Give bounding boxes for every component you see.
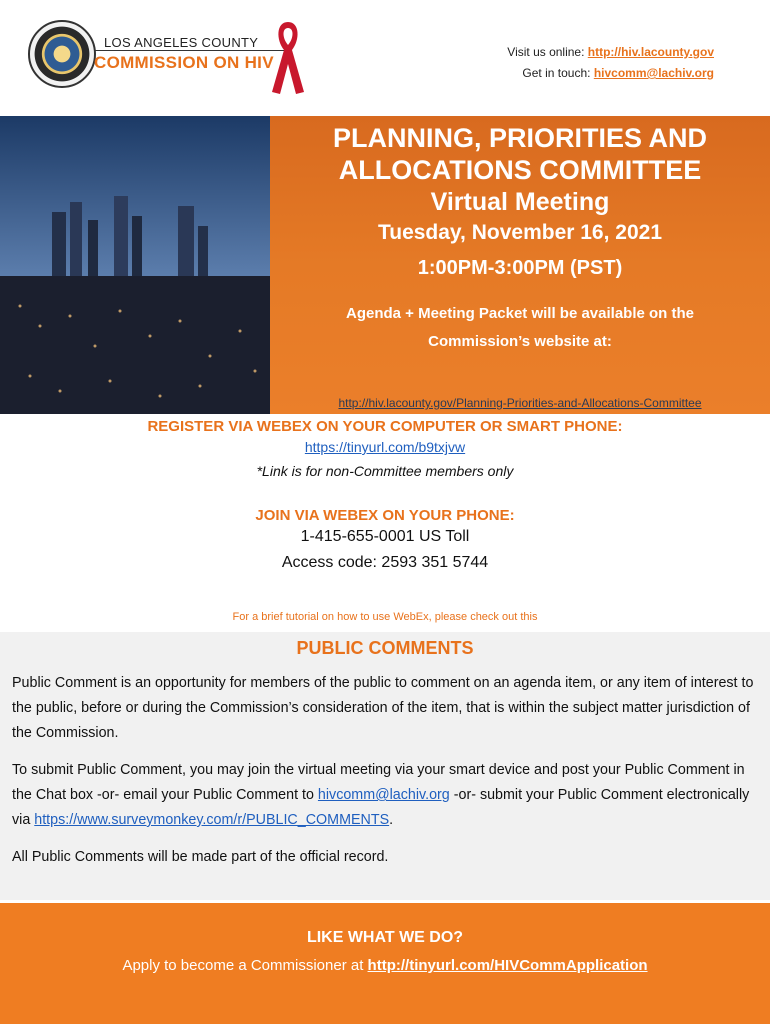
contact-block bbox=[507, 42, 714, 84]
contact-label: Get in touch: bbox=[522, 66, 591, 80]
website-link[interactable]: http://hiv.lacounty.gov bbox=[587, 45, 714, 59]
join-phone: 1-415-655-0001 US Toll bbox=[300, 528, 470, 545]
join-heading: JOIN VIA WEBEX ON YOUR PHONE: bbox=[255, 507, 515, 524]
public-comment-email-link[interactable]: hivcomm@lachiv.org bbox=[317, 787, 450, 803]
webex-registration-link[interactable]: https://tinyurl.com/b9txjvw bbox=[304, 439, 466, 455]
county-seal-icon bbox=[28, 20, 96, 88]
survey-link[interactable]: https://www.surveymonkey.com/r/PUBLIC_COMMENTS bbox=[34, 812, 390, 828]
logo-subtitle: COMMISSION ON HIV bbox=[94, 53, 274, 72]
meeting-time: 1:00PM-3:00PM (PST) bbox=[417, 257, 623, 279]
public-comments-para1: Public Comment is an opportunity for members of the public to comment on an agenda item, or any item of interest to the public, before or during the Commission’s consideration of the item, that is within the subject matter jurisdiction of the Commission. bbox=[12, 675, 754, 741]
city-skyline-image bbox=[0, 116, 280, 414]
footer-heading: LIKE WHAT WE DO? bbox=[306, 929, 464, 946]
committee-title-line2: ALLOCATIONS COMMITTEE bbox=[338, 155, 702, 185]
register-section bbox=[0, 418, 770, 576]
virtual-meeting-label: Virtual Meeting bbox=[430, 188, 610, 216]
register-note: *Link is for non-Committee members only bbox=[256, 463, 514, 479]
para2-text-a: To submit Public Comment, you may join the virtual meeting via your smart device and post your Public Comment in the Chat box -or- email your Public Comment to bbox=[12, 762, 745, 803]
logo-divider bbox=[94, 50, 284, 51]
committee-title-line1: PLANNING, PRIORITIES AND bbox=[332, 123, 708, 153]
hero-banner bbox=[0, 116, 770, 414]
agenda-notice bbox=[270, 300, 770, 356]
footer-banner bbox=[0, 903, 770, 1024]
meeting-date: Tuesday, November 16, 2021 bbox=[377, 221, 663, 244]
meeting-info-panel bbox=[270, 116, 770, 414]
footer-apply bbox=[0, 957, 770, 974]
public-comments-section bbox=[0, 632, 770, 900]
header bbox=[0, 0, 770, 116]
agenda-line2: Commission’s website at: bbox=[428, 333, 612, 350]
agenda-line1: Agenda + Meeting Packet will be available on the bbox=[345, 305, 695, 322]
join-access-code: Access code: 2593 351 5744 bbox=[281, 554, 489, 571]
email-link[interactable]: hivcomm@lachiv.org bbox=[593, 66, 714, 80]
public-comments-heading: PUBLIC COMMENTS bbox=[296, 638, 474, 658]
visit-label: Visit us online: bbox=[507, 45, 585, 59]
awareness-ribbon-icon bbox=[268, 18, 308, 98]
para2-text-c: . bbox=[389, 812, 394, 828]
public-comments-para2 bbox=[12, 758, 758, 833]
committee-title bbox=[270, 122, 770, 186]
public-comments-para3: All Public Comments will be made part of the official record. bbox=[12, 849, 389, 865]
application-link[interactable]: http://tinyurl.com/HIVCommApplication bbox=[367, 957, 648, 974]
register-heading: REGISTER VIA WEBEX ON YOUR COMPUTER OR SMART PHONE: bbox=[147, 418, 623, 435]
para2-text-b: -or- submit your Public Comment electronically via bbox=[12, 787, 750, 828]
logo-title: LOS ANGELES COUNTY bbox=[104, 35, 259, 50]
apply-text: Apply to become a Commissioner at bbox=[122, 957, 368, 974]
committee-page-link[interactable]: http://hiv.lacounty.gov/Planning-Priorities-and-Allocations-Committee bbox=[338, 396, 702, 410]
tutorial-note: For a brief tutorial on how to use WebEx, please check out this bbox=[232, 611, 538, 623]
